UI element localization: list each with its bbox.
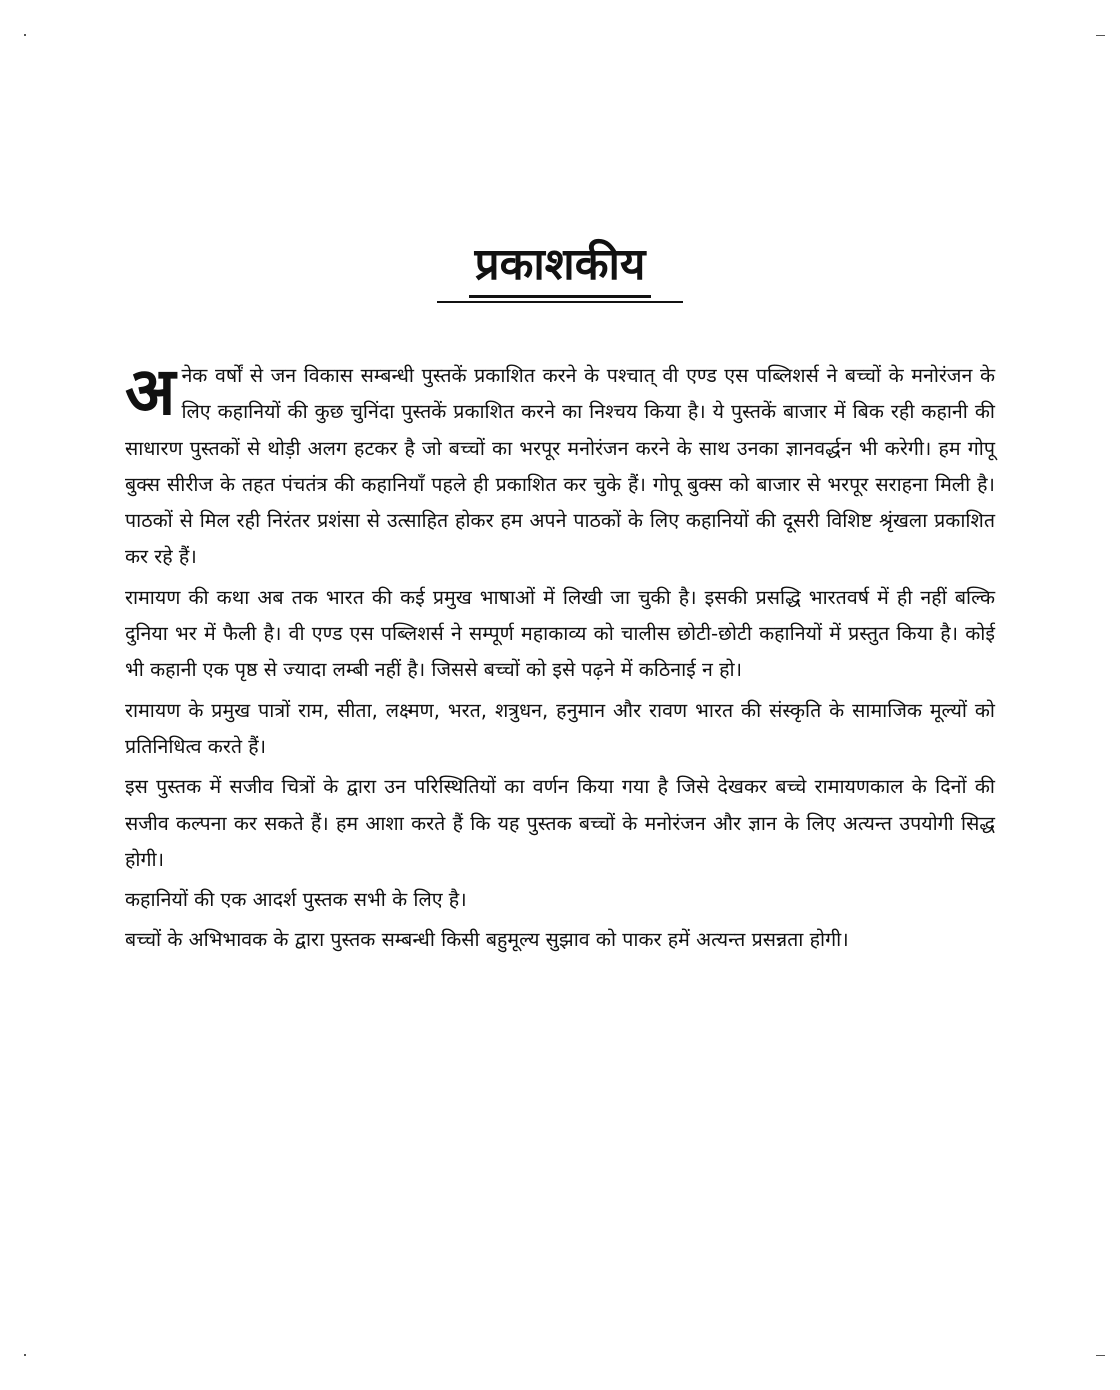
crop-mark-bottom-left (24, 1354, 26, 1356)
paragraph-1 (125, 352, 995, 576)
page-title: प्रकाशकीय (469, 240, 652, 298)
paragraph-6: बच्चों के अभिभावक के द्वारा पुस्तक सम्बन्धी किसी बहुमूल्य सुझाव को पाकर हमें अत्यन्त प्रसन्नता होगी। (125, 928, 849, 952)
title-double-underline (437, 301, 683, 303)
crop-mark-top-left (24, 34, 26, 36)
paragraph-1-text: नेक वर्षों से जन विकास सम्बन्धी पुस्तकें प्रकाशित करने के पश्चात् वी एण्ड एस पब्लिशर्स ने बच्चों के मनोरंजन के लिए कहानियों की कुछ चुनिंदा पुस्तकें प्रकाशित करने का निश्चय किया है। ये पुस्तकें बाजार में बिक रही कहानी की साधारण पुस्तकों से थोड़ी अलग हटकर है जो बच्चों का भरपूर मनोरंजन करने के साथ उनका ज्ञानवर्द्धन भी करेगी। हम गोपू बुक्स सीरीज के तहत पंचतंत्र की कहानियाँ पहले ही प्रकाशित कर चुके हैं। गोपू बुक्स को बाजार से भरपूर सराहना मिली है। पाठकों से मिल रही निरंतर प्रशंसा से उत्साहित होकर हम अपने पाठकों के लिए कहानियों की दूसरी विशिष्ट श्रृंखला प्रकाशित कर रहे हैं। (125, 364, 995, 569)
crop-mark-top-right (1096, 35, 1105, 36)
paragraph-4: इस पुस्तक में सजीव चित्रों के द्वारा उन परिस्थितियों का वर्णन किया गया है जिसे देखकर बच्चे रामायणकाल के दिनों की सजीव कल्पना कर सकते हैं। हम आशा करते हैं कि यह पुस्तक बच्चों के मनोरंजन और ज्ञान के लिए अत्यन्त उपयोगी सिद्ध होगी। (125, 775, 995, 871)
paragraph-3: रामायण के प्रमुख पात्रों राम, सीता, लक्ष्मण, भरत, शत्रुधन, हनुमान और रावण भारत की संस्कृति के सामाजिक मूल्यों को प्रतिनिधित्व करते हैं। (125, 698, 995, 758)
title-block (0, 240, 1120, 303)
body-text (125, 352, 995, 963)
paragraph-5: कहानियों की एक आदर्श पुस्तक सभी के लिए है। (125, 888, 467, 912)
drop-cap: अ (125, 352, 176, 430)
crop-mark-bottom-right (1096, 1355, 1105, 1356)
paragraph-2: रामायण की कथा अब तक भारत की कई प्रमुख भाषाओं में लिखी जा चुकी है। इसकी प्रसद्धि भारतवर्ष में ही नहीं बल्कि दुनिया भर में फैली है। वी एण्ड एस पब्लिशर्स ने सम्पूर्ण महाकाव्य को चालीस छोटी-छोटी कहानियों में प्रस्तुत किया है। कोई भी कहानी एक पृष्ठ से ज्यादा लम्बी नहीं है। जिससे बच्चों को इसे पढ़ने में कठिनाई न हो। (125, 585, 995, 682)
